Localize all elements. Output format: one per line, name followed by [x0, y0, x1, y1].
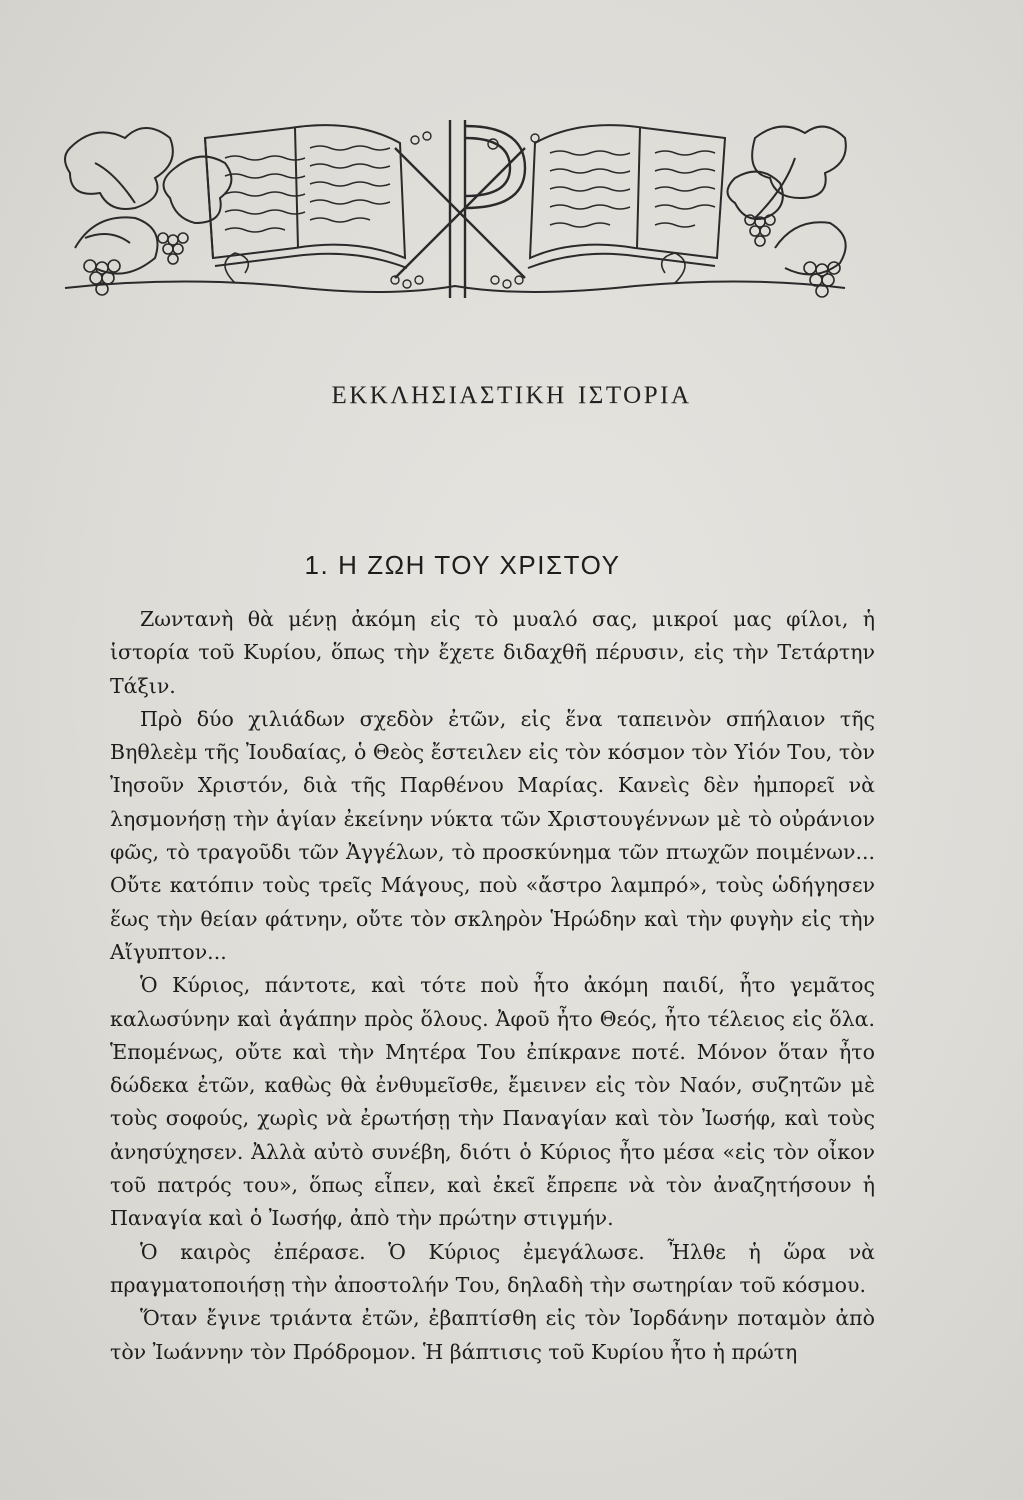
paragraph: Πρὸ δύο χιλιάδων σχεδὸν ἐτῶν, εἰς ἕνα ταπεινὸν σπήλαιον τῆς Βηθλεὲμ τῆς Ἰουδαίας, ὁ Θεὸς ἔστειλεν εἰς τὸν κόσμον τὸν Υἱόν Του, τὸν Ἰησοῦν Χριστόν, διὰ τῆς Παρθένου Μαρίας. Κανεὶς δὲν ἠμπορεῖ νὰ λησμονήσῃ τὴν ἁγίαν ἐκείνην νύκτα τῶν Χριστουγέννων μὲ τὸ οὐράνιον φῶς, τὸ τραγοῦδι τῶν Ἀγγέλων, τὸ προσκύνημα τῶν πτωχῶν ποιμένων... Οὔτε κατόπιν τοὺς τρεῖς Μάγους, ποὺ «ἄστρο λαμπρό», τοὺς ὡδήγησεν ἕως τὴν θείαν φάτνην, οὔτε τὸν σκληρὸν Ἡρώδην καὶ τὴν φυγὴν εἰς τὴν Αἴγυπτον...	[110, 706, 875, 964]
paragraph: Ὅταν ἔγινε τριάντα ἐτῶν, ἐβαπτίσθη εἰς τὸν Ἰορδάνην ποταμὸν ἀπὸ τὸν Ἰωάννην τὸν Πρόδρομον. Ἡ βάπτισις τοῦ Κυρίου ἦτο ἡ πρώτη	[110, 1306, 875, 1364]
chi-rho-books-vine-ornament	[55, 108, 855, 306]
section-title: ΕΚΚΛΗΣΙΑΣΤΙΚΗ ΙΣΤΟΡΙΑ	[331, 382, 692, 409]
paragraph: Ὁ Κύριος, πάντοτε, καὶ τότε ποὺ ἦτο ἀκόμη παιδί, ἦτο γεμᾶτος καλωσύνην καὶ ἀγάπην πρὸς ὅλους. Ἀφοῦ ἦτο Θεός, ἦτο τέλειος εἰς ὅλα. Ἑπομένως, οὔτε καὶ τὴν Μητέρα Του ἐπίκρανε ποτέ. Μόνον ὅταν ἦτο δώδεκα ἐτῶν, καθὼς θὰ ἐνθυμεῖσθε, ἔμεινεν εἰς τὸν Ναόν, συζητῶν μὲ τοὺς σοφούς, χωρὶς νὰ ἐρωτήσῃ τὴν Παναγίαν καὶ τὸν Ἰωσήφ, καὶ τοὺς ἀνησύχησεν. Ἀλλὰ αὐτὸ συνέβη, διότι ὁ Κύριος ἦτο μέσα «εἰς τὸν οἶκον τοῦ πατρός του», ὅπως εἶπεν, καὶ ἐκεῖ ἔπρεπε νὰ τὸν ἀναζητήσουν ἡ Παναγία καὶ ὁ Ἰωσήφ, ἀπὸ τὴν πρώτην στιγμήν.	[110, 973, 875, 1231]
paragraph: Ζωντανὴ θὰ μένῃ ἀκόμη εἰς τὸ μυαλό σας, μικροί μας φίλοι, ἡ ἱστορία τοῦ Κυρίου, ὅπως τὴν ἔχετε διδαχθῆ πέρυσιν, εἰς τὴν Τετάρτην Τάξιν.	[110, 607, 875, 698]
chapter-title: 1. Η ΖΩΗ ΤΟΥ ΧΡΙΣΤΟΥ	[304, 550, 621, 580]
paragraph: Ὁ καιρὸς ἐπέρασε. Ὁ Κύριος ἐμεγάλωσε. Ἦλθε ἡ ὥρα νὰ πραγματοποιήσῃ τὴν ἀποστολήν Του, δηλαδὴ τὴν σωτηρίαν τοῦ κόσμου.	[110, 1239, 875, 1297]
body-text	[110, 603, 875, 1369]
ornamental-headpiece	[55, 108, 855, 306]
